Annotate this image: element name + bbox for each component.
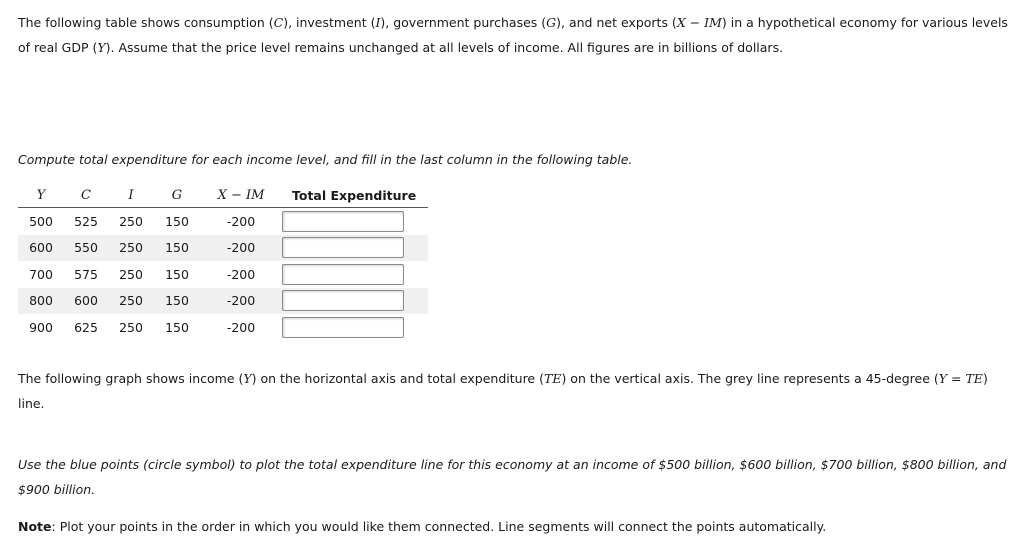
cell-g: 150 <box>165 319 189 335</box>
cell-y: 900 <box>29 319 53 335</box>
header-g: G <box>154 183 200 208</box>
plot-instruction <box>18 452 1008 502</box>
header-i: I <box>108 183 154 208</box>
cell-i: 250 <box>108 235 154 262</box>
cell-g: 150 <box>154 235 200 262</box>
graph-description <box>18 366 1008 416</box>
var-te: TE <box>543 371 562 386</box>
table-row <box>18 288 428 315</box>
plot-instruction-text: Use the blue points (circle symbol) to plot the total expenditure line for this economy at an income of $500 billion, $600 billion, $700 billion, $800 billion, and $900 billion. <box>18 457 1007 497</box>
total-expenditure-input-800[interactable] <box>282 290 404 311</box>
var-y: Y <box>938 371 948 386</box>
table-header-row <box>18 183 428 208</box>
cell-g: 150 <box>165 266 189 282</box>
cell-g: 150 <box>165 213 189 229</box>
cell-y: 800 <box>18 288 64 315</box>
cell-i: 250 <box>108 288 154 315</box>
equals-sign: = <box>947 371 966 386</box>
cell-total-expenditure <box>282 208 428 235</box>
cell-x-minus-im: -200 <box>226 266 256 282</box>
cell-c: 575 <box>74 266 98 282</box>
var-y: Y <box>97 40 106 55</box>
header-y: Y <box>18 183 64 208</box>
table-row <box>18 261 428 288</box>
total-expenditure-input-900[interactable] <box>282 317 404 338</box>
intro-text: ), and net exports ( <box>556 15 677 30</box>
cell-c: 550 <box>64 235 108 262</box>
note-paragraph <box>18 514 1008 539</box>
intro-text: ). Assume that the price level remains unchanged at all levels of income. All figures are in billions of dollars. <box>105 40 784 55</box>
cell-c: 525 <box>74 213 98 229</box>
total-expenditure-input-500[interactable] <box>282 211 404 232</box>
intro-text: ), government purchases ( <box>380 15 547 30</box>
cell-i: 250 <box>119 213 143 229</box>
var-y: Y <box>243 371 252 386</box>
cell-i: 250 <box>119 266 143 282</box>
table-row <box>18 314 428 341</box>
graph-desc-text: The following graph shows income ( <box>18 371 244 386</box>
graph-desc-text: ) line. <box>18 371 988 411</box>
table-instruction <box>18 147 1008 172</box>
table-row <box>18 235 428 262</box>
cell-y: 700 <box>29 266 53 282</box>
note-label: Note <box>18 519 52 534</box>
cell-total-expenditure <box>282 261 428 288</box>
total-expenditure-input-700[interactable] <box>282 264 404 285</box>
var-i: I <box>375 15 381 30</box>
total-expenditure-input-600[interactable] <box>282 237 404 258</box>
instruction-text: Compute total expenditure for each income level, and fill in the last column in the following table. <box>18 152 633 167</box>
intro-paragraph <box>18 10 1008 60</box>
cell-i: 250 <box>119 319 143 335</box>
header-x-minus-im: X − IM <box>200 183 282 208</box>
cell-g: 150 <box>154 288 200 315</box>
cell-total-expenditure <box>282 288 428 315</box>
note-text: : Plot your points in the order in which you would like them connected. Line segments will connect the points automatically. <box>51 519 827 534</box>
cell-total-expenditure <box>282 235 428 262</box>
cell-c: 600 <box>64 288 108 315</box>
graph-desc-text: ) on the vertical axis. The grey line represents a 45-degree ( <box>561 371 939 386</box>
cell-x-minus-im: -200 <box>200 235 282 262</box>
table-row <box>18 208 428 235</box>
header-total-expenditure: Total Expenditure <box>282 183 428 208</box>
var-x-minus-im: X − IM <box>676 15 722 30</box>
cell-total-expenditure <box>282 314 428 341</box>
cell-x-minus-im: -200 <box>226 213 256 229</box>
cell-x-minus-im: -200 <box>200 288 282 315</box>
intro-text: ), investment ( <box>283 15 376 30</box>
var-c: C <box>273 15 284 30</box>
expenditure-table <box>18 183 428 341</box>
cell-x-minus-im: -200 <box>226 319 256 335</box>
var-g: G <box>546 15 557 30</box>
intro-text: ) in a hypothetical economy for various levels of real GDP ( <box>18 15 1008 55</box>
graph-desc-text: ) on the horizontal axis and total expenditure ( <box>251 371 544 386</box>
cell-y: 500 <box>29 213 53 229</box>
cell-c: 625 <box>74 319 98 335</box>
intro-text: The following table shows consumption ( <box>18 15 274 30</box>
header-c: C <box>64 183 108 208</box>
cell-y: 600 <box>18 235 64 262</box>
var-te: TE <box>965 371 983 386</box>
